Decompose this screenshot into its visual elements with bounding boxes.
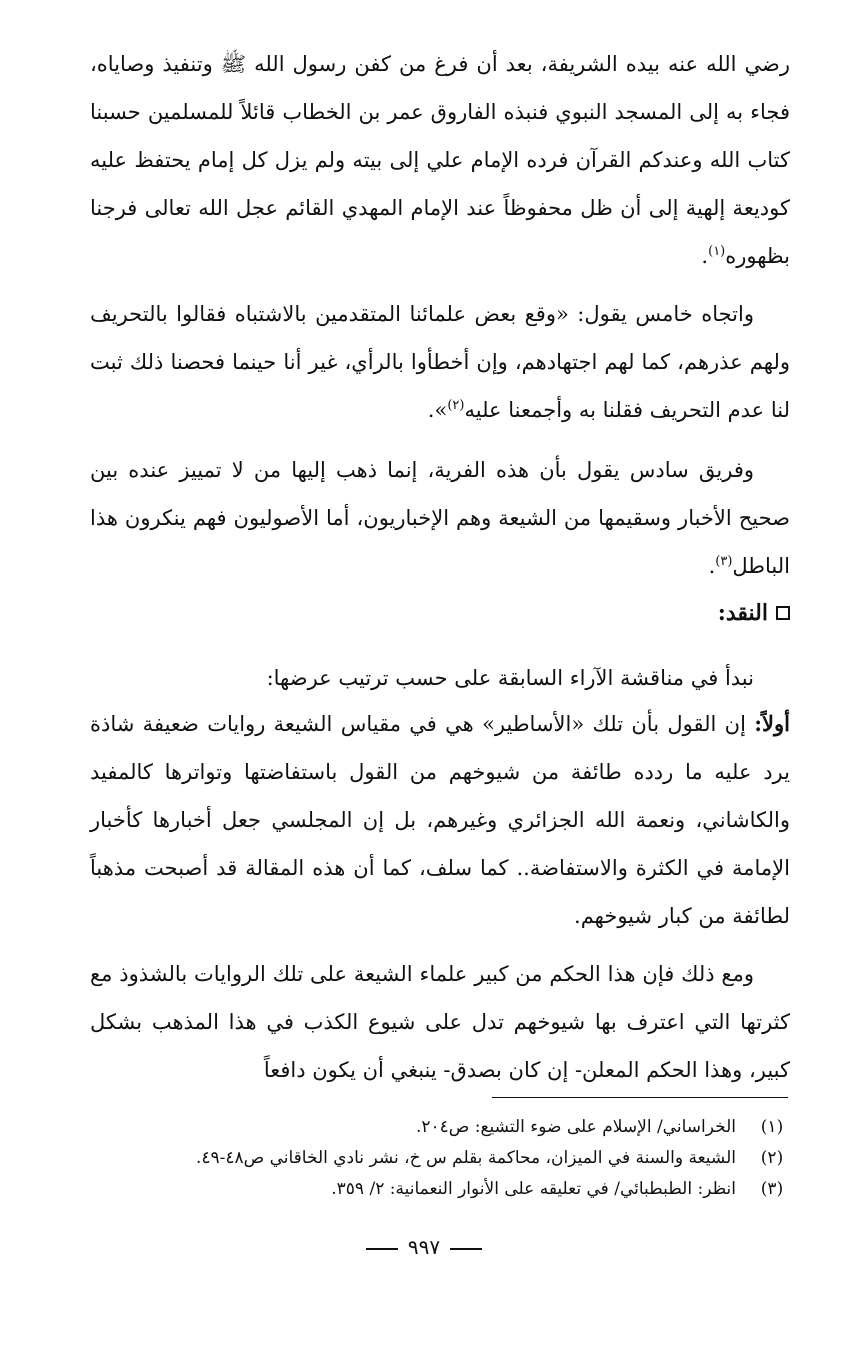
paragraph-4 (90, 654, 790, 702)
paragraph-3-end: . (708, 554, 716, 578)
paragraph-2-end: ». (427, 398, 448, 422)
footnote-number: (١) (760, 1117, 784, 1137)
footnote-3 (90, 1174, 790, 1205)
footnote-ref-2[interactable]: (٢) (447, 398, 465, 413)
section-heading (718, 600, 790, 626)
page-number-dash-right (366, 1248, 398, 1250)
paragraph-2 (90, 290, 790, 434)
page-number (0, 1235, 848, 1259)
section-heading-text: النقد: (717, 600, 768, 626)
paragraph-1-text: رضي الله عنه بيده الشريفة، بعد أن فرغ من كفن رسول الله ﷺ وتنفيذ وصاياه، فجاء به إلى المسجد النبوي فنبذه الفاروق عمر بن الخطاب قائلاً للمسلمين حسبنا كتاب الله وعندكم القرآن فرده الإمام علي إلى بيته ولم يزل كل إمام يحتفظ عليه كوديعة إلهية إلى أن ظل محفوظاً عند الإمام المهدي القائم عجل الله تعالى فرجنا بظهوره (90, 52, 790, 268)
footnote-divider (492, 1097, 788, 1098)
footnote-text: الخراساني/ الإسلام على ضوء التشيع: ص٢٠٤. (415, 1117, 736, 1137)
square-bullet-icon (776, 606, 790, 620)
footnote-number: (٢) (760, 1148, 784, 1168)
page-number-text: ٩٩٧ (407, 1235, 441, 1259)
paragraph-1 (90, 40, 790, 280)
paragraph-3 (90, 446, 790, 590)
paragraph-5 (90, 700, 790, 940)
footnote-2 (90, 1143, 790, 1174)
paragraph-1-end: . (701, 244, 709, 268)
paragraph-5-text: إن القول بأن تلك «الأساطير» هي في مقياس الشيعة روايات ضعيفة شاذة يرد عليه ما ردده طائفة من شيوخهم من القول باستفاضتها وتواترها كالمفيد والكاشاني، ونعمة الله الجزائري وغيرهم، بل إن المجلسي جعل أخبارها كأخبار الإمامة في الكثرة والاستفاضة.. كما سلف، كما أن هذه المقالة قد أصبحت مذهباً لطائفة من كبار شيوخهم. (90, 712, 790, 928)
paragraph-6 (90, 950, 790, 1094)
footnote-number: (٣) (760, 1179, 784, 1199)
page-number-dash-left (450, 1248, 482, 1250)
footnote-text: الشيعة والسنة في الميزان، محاكمة بقلم س خ، نشر نادي الخاقاني ص٤٨-٤٩. (195, 1148, 736, 1168)
paragraph-5-lead: أولاً: (754, 711, 790, 736)
footnotes (90, 1112, 790, 1205)
paragraph-4-text: نبدأ في مناقشة الآراء السابقة على حسب ترتيب عرضها: (266, 666, 754, 690)
footnote-1 (90, 1112, 790, 1143)
footnote-ref-1[interactable]: (١) (708, 244, 726, 259)
footnote-ref-3[interactable]: (٣) (715, 554, 733, 569)
paragraph-6-text: ومع ذلك فإن هذا الحكم من كبير علماء الشيعة على تلك الروايات بالشذوذ مع كثرتها التي اعترف بها شيوخهم تدل على شيوع الكذب في هذا المذهب بشكل كبير، وهذا الحكم المعلن- إن كان بصدق- ينبغي أن يكون دافعاً (90, 962, 790, 1082)
paragraph-3-text: وفريق سادس يقول بأن هذه الفرية، إنما ذهب إليها من لا تمييز عنده بين صحيح الأخبار وسقيمها من الشيعة وهم الإخباريون، أما الأصوليون فهم ينكرون هذا الباطل (90, 458, 790, 578)
footnote-text: انظر: الطبطبائي/ في تعليقه على الأنوار النعمانية: ٢/ ٣٥٩. (331, 1179, 736, 1199)
paragraph-2-text: واتجاه خامس يقول: «وقع بعض علمائنا المتقدمين بالاشتباه فقالوا بالتحريف ولهم عذرهم، كما لهم اجتهادهم، وإن أخطأوا بالرأي، غير أنا حينما فحصنا ذلك ثبت لنا عدم التحريف فقلنا به وأجمعنا عليه (90, 302, 790, 422)
